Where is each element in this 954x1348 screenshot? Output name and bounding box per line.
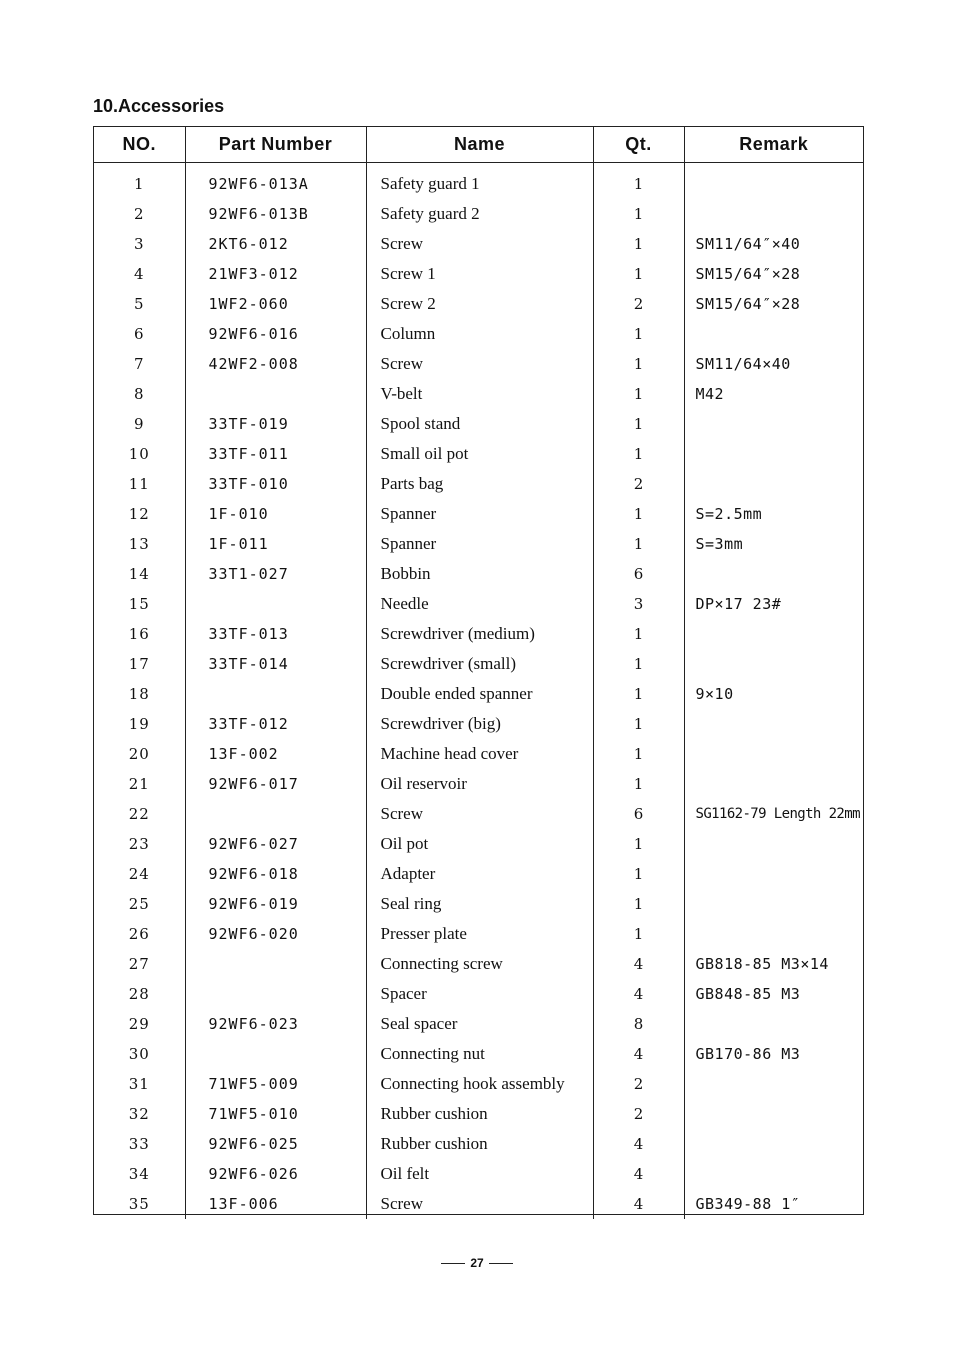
cell-part-number: 92WF6-023 bbox=[185, 1009, 366, 1039]
cell-qty: 2 bbox=[593, 1069, 684, 1099]
cell-qty: 1 bbox=[593, 829, 684, 859]
cell-part-number: 33TF-012 bbox=[185, 709, 366, 739]
cell-qty: 6 bbox=[593, 799, 684, 829]
table-row bbox=[94, 859, 863, 889]
cell-part-number: 92WF6-026 bbox=[185, 1159, 366, 1189]
table-row bbox=[94, 469, 863, 499]
cell-part-number bbox=[185, 1039, 366, 1069]
table-row bbox=[94, 229, 863, 259]
cell-no: 22 bbox=[128, 805, 150, 823]
table-row bbox=[94, 1129, 863, 1159]
cell-no: 25 bbox=[128, 895, 150, 913]
cell-remark: S=3mm bbox=[684, 529, 863, 559]
cell-name: Screw bbox=[366, 229, 593, 259]
table-row bbox=[94, 619, 863, 649]
cell-no: 5 bbox=[133, 295, 145, 313]
cell-no: 24 bbox=[128, 865, 150, 883]
cell-name: V-belt bbox=[366, 379, 593, 409]
cell-name: Column bbox=[366, 319, 593, 349]
table-body bbox=[94, 163, 863, 1220]
cell-no: 33 bbox=[128, 1135, 150, 1153]
cell-qty: 1 bbox=[593, 499, 684, 529]
cell-remark: M42 bbox=[684, 379, 863, 409]
cell-qty: 1 bbox=[593, 919, 684, 949]
cell-no: 9 bbox=[133, 415, 145, 433]
cell-name: Connecting screw bbox=[366, 949, 593, 979]
cell-part-number: 1F-011 bbox=[185, 529, 366, 559]
cell-qty: 1 bbox=[593, 649, 684, 679]
table-row bbox=[94, 259, 863, 289]
cell-name: Safety guard 2 bbox=[366, 199, 593, 229]
cell-name: Bobbin bbox=[366, 559, 593, 589]
section-title: 10.Accessories bbox=[93, 96, 225, 116]
table-row bbox=[94, 1159, 863, 1189]
cell-qty: 1 bbox=[593, 169, 684, 199]
cell-name: Parts bag bbox=[366, 469, 593, 499]
cell-remark bbox=[684, 1069, 863, 1099]
cell-remark bbox=[684, 1009, 863, 1039]
cell-no: 34 bbox=[128, 1165, 150, 1183]
cell-no: 20 bbox=[128, 745, 150, 763]
cell-no: 12 bbox=[128, 505, 150, 523]
cell-part-number: 1F-010 bbox=[185, 499, 366, 529]
cell-qty: 4 bbox=[593, 949, 684, 979]
cell-name: Oil reservoir bbox=[366, 769, 593, 799]
cell-no: 14 bbox=[128, 565, 150, 583]
cell-no: 21 bbox=[128, 775, 150, 793]
cell-part-number bbox=[185, 379, 366, 409]
cell-name: Screwdriver (medium) bbox=[366, 619, 593, 649]
cell-name: Screw bbox=[366, 1189, 593, 1219]
cell-name: Screw 1 bbox=[366, 259, 593, 289]
cell-name: Oil pot bbox=[366, 829, 593, 859]
cell-no: 29 bbox=[128, 1015, 150, 1033]
cell-no: 15 bbox=[128, 595, 150, 613]
table-row bbox=[94, 349, 863, 379]
cell-part-number bbox=[185, 799, 366, 829]
cell-name: Spanner bbox=[366, 529, 593, 559]
cell-no: 8 bbox=[133, 385, 145, 403]
cell-part-number: 92WF6-027 bbox=[185, 829, 366, 859]
cell-no: 10 bbox=[128, 445, 150, 463]
cell-no: 18 bbox=[128, 685, 150, 703]
cell-qty: 4 bbox=[593, 1129, 684, 1159]
cell-remark bbox=[684, 739, 863, 769]
cell-qty: 1 bbox=[593, 859, 684, 889]
cell-remark bbox=[684, 859, 863, 889]
cell-qty: 1 bbox=[593, 229, 684, 259]
column-header-qty: Qt. bbox=[593, 127, 684, 163]
cell-part-number: 33TF-013 bbox=[185, 619, 366, 649]
cell-part-number: 33TF-014 bbox=[185, 649, 366, 679]
cell-remark bbox=[684, 439, 863, 469]
cell-remark: GB848-85 M3 bbox=[684, 979, 863, 1009]
cell-remark bbox=[684, 319, 863, 349]
column-header-no: NO. bbox=[94, 127, 185, 163]
footer-rule-right bbox=[489, 1263, 513, 1264]
table-row bbox=[94, 589, 863, 619]
cell-remark: DP×17 23# bbox=[684, 589, 863, 619]
table-row bbox=[94, 829, 863, 859]
cell-name: Rubber cushion bbox=[366, 1099, 593, 1129]
cell-name: Seal spacer bbox=[366, 1009, 593, 1039]
cell-no: 16 bbox=[128, 625, 150, 643]
cell-part-number: 92WF6-016 bbox=[185, 319, 366, 349]
cell-no: 32 bbox=[128, 1105, 150, 1123]
cell-remark bbox=[684, 1099, 863, 1129]
table-row bbox=[94, 529, 863, 559]
cell-no: 2 bbox=[133, 205, 145, 223]
cell-remark: 9×10 bbox=[684, 679, 863, 709]
cell-name: Small oil pot bbox=[366, 439, 593, 469]
table-row bbox=[94, 1009, 863, 1039]
cell-remark bbox=[684, 889, 863, 919]
cell-part-number: 2KT6-012 bbox=[185, 229, 366, 259]
cell-qty: 1 bbox=[593, 739, 684, 769]
cell-qty: 4 bbox=[593, 1159, 684, 1189]
cell-no: 17 bbox=[128, 655, 150, 673]
cell-name: Screw 2 bbox=[366, 289, 593, 319]
cell-part-number: 92WF6-019 bbox=[185, 889, 366, 919]
cell-name: Connecting nut bbox=[366, 1039, 593, 1069]
cell-qty: 1 bbox=[593, 439, 684, 469]
cell-name: Spacer bbox=[366, 979, 593, 1009]
cell-qty: 8 bbox=[593, 1009, 684, 1039]
table-row bbox=[94, 799, 863, 829]
column-header-part-number: Part Number bbox=[185, 127, 366, 163]
cell-part-number: 92WF6-020 bbox=[185, 919, 366, 949]
cell-part-number: 92WF6-013A bbox=[185, 169, 366, 199]
table-row bbox=[94, 679, 863, 709]
table-row bbox=[94, 1039, 863, 1069]
cell-remark: SG1162-79 Length 22mm bbox=[684, 799, 863, 829]
table-row bbox=[94, 409, 863, 439]
table-row bbox=[94, 169, 863, 199]
table-row bbox=[94, 709, 863, 739]
cell-qty: 4 bbox=[593, 1039, 684, 1069]
cell-no: 3 bbox=[133, 235, 145, 253]
cell-remark bbox=[684, 1129, 863, 1159]
cell-part-number: 33TF-011 bbox=[185, 439, 366, 469]
cell-remark bbox=[684, 619, 863, 649]
cell-part-number: 1WF2-060 bbox=[185, 289, 366, 319]
cell-name: Screwdriver (big) bbox=[366, 709, 593, 739]
accessories-table bbox=[93, 126, 864, 1215]
cell-no: 13 bbox=[128, 535, 150, 553]
cell-qty: 1 bbox=[593, 619, 684, 649]
table-header-row bbox=[94, 127, 863, 163]
cell-name: Oil felt bbox=[366, 1159, 593, 1189]
cell-part-number: 33TF-019 bbox=[185, 409, 366, 439]
cell-qty: 2 bbox=[593, 289, 684, 319]
cell-remark: SM11/64″×40 bbox=[684, 229, 863, 259]
cell-part-number: 71WF5-010 bbox=[185, 1099, 366, 1129]
cell-remark: S=2.5mm bbox=[684, 499, 863, 529]
cell-no: 1 bbox=[133, 175, 145, 193]
cell-part-number: 42WF2-008 bbox=[185, 349, 366, 379]
cell-part-number: 13F-006 bbox=[185, 1189, 366, 1219]
cell-remark bbox=[684, 649, 863, 679]
table-row bbox=[94, 499, 863, 529]
cell-remark: SM15/64″×28 bbox=[684, 289, 863, 319]
cell-remark: SM11/64×40 bbox=[684, 349, 863, 379]
cell-name: Seal ring bbox=[366, 889, 593, 919]
table-row bbox=[94, 439, 863, 469]
cell-name: Spanner bbox=[366, 499, 593, 529]
cell-remark bbox=[684, 709, 863, 739]
cell-remark bbox=[684, 1159, 863, 1189]
cell-no: 19 bbox=[128, 715, 150, 733]
cell-no: 11 bbox=[128, 475, 150, 493]
cell-remark: GB349-88 1″ bbox=[684, 1189, 863, 1219]
cell-name: Connecting hook assembly bbox=[366, 1069, 593, 1099]
cell-no: 28 bbox=[128, 985, 150, 1003]
column-header-name: Name bbox=[366, 127, 593, 163]
cell-qty: 1 bbox=[593, 319, 684, 349]
cell-remark bbox=[684, 169, 863, 199]
cell-qty: 3 bbox=[593, 589, 684, 619]
cell-no: 7 bbox=[133, 355, 145, 373]
cell-no: 27 bbox=[128, 955, 150, 973]
cell-remark: GB170-86 M3 bbox=[684, 1039, 863, 1069]
cell-qty: 6 bbox=[593, 559, 684, 589]
table-row bbox=[94, 319, 863, 349]
table-row bbox=[94, 379, 863, 409]
table-row bbox=[94, 199, 863, 229]
cell-name: Spool stand bbox=[366, 409, 593, 439]
cell-name: Screw bbox=[366, 799, 593, 829]
cell-no: 4 bbox=[133, 265, 145, 283]
cell-part-number: 33T1-027 bbox=[185, 559, 366, 589]
page-number: 27 bbox=[470, 1256, 484, 1270]
cell-name: Adapter bbox=[366, 859, 593, 889]
table-row bbox=[94, 559, 863, 589]
cell-part-number: 33TF-010 bbox=[185, 469, 366, 499]
cell-name: Machine head cover bbox=[366, 739, 593, 769]
footer-rule-left bbox=[441, 1263, 465, 1264]
cell-name: Safety guard 1 bbox=[366, 169, 593, 199]
cell-remark: GB818-85 M3×14 bbox=[684, 949, 863, 979]
cell-no: 26 bbox=[128, 925, 150, 943]
table-row bbox=[94, 1069, 863, 1099]
cell-remark: SM15/64″×28 bbox=[684, 259, 863, 289]
cell-part-number bbox=[185, 589, 366, 619]
cell-remark bbox=[684, 409, 863, 439]
cell-part-number bbox=[185, 679, 366, 709]
table-row bbox=[94, 949, 863, 979]
cell-qty: 1 bbox=[593, 259, 684, 289]
cell-part-number bbox=[185, 979, 366, 1009]
cell-qty: 4 bbox=[593, 979, 684, 1009]
cell-no: 6 bbox=[133, 325, 145, 343]
cell-qty: 1 bbox=[593, 349, 684, 379]
cell-remark bbox=[684, 919, 863, 949]
cell-name: Needle bbox=[366, 589, 593, 619]
cell-remark bbox=[684, 829, 863, 859]
cell-part-number: 92WF6-013B bbox=[185, 199, 366, 229]
cell-no: 35 bbox=[128, 1195, 150, 1213]
table-row bbox=[94, 979, 863, 1009]
cell-name: Double ended spanner bbox=[366, 679, 593, 709]
cell-remark bbox=[684, 559, 863, 589]
cell-remark bbox=[684, 469, 863, 499]
table-row bbox=[94, 1099, 863, 1129]
cell-name: Screw bbox=[366, 349, 593, 379]
cell-part-number: 92WF6-017 bbox=[185, 769, 366, 799]
cell-qty: 1 bbox=[593, 409, 684, 439]
cell-part-number: 21WF3-012 bbox=[185, 259, 366, 289]
cell-qty: 1 bbox=[593, 529, 684, 559]
cell-qty: 1 bbox=[593, 679, 684, 709]
cell-remark bbox=[684, 199, 863, 229]
cell-qty: 1 bbox=[593, 889, 684, 919]
cell-no: 23 bbox=[128, 835, 150, 853]
cell-name: Rubber cushion bbox=[366, 1129, 593, 1159]
cell-name: Presser plate bbox=[366, 919, 593, 949]
table-row bbox=[94, 739, 863, 769]
cell-part-number: 13F-002 bbox=[185, 739, 366, 769]
table-row bbox=[94, 919, 863, 949]
cell-qty: 1 bbox=[593, 709, 684, 739]
cell-part-number bbox=[185, 949, 366, 979]
cell-part-number: 71WF5-009 bbox=[185, 1069, 366, 1099]
cell-name: Screwdriver (small) bbox=[366, 649, 593, 679]
page-footer bbox=[0, 1256, 954, 1270]
cell-qty: 2 bbox=[593, 1099, 684, 1129]
cell-qty: 4 bbox=[593, 1189, 684, 1219]
table-row bbox=[94, 769, 863, 799]
table-row bbox=[94, 1189, 863, 1219]
table-row bbox=[94, 289, 863, 319]
cell-qty: 1 bbox=[593, 379, 684, 409]
cell-qty: 1 bbox=[593, 199, 684, 229]
cell-no: 30 bbox=[128, 1045, 150, 1063]
cell-remark bbox=[684, 769, 863, 799]
cell-qty: 1 bbox=[593, 769, 684, 799]
cell-part-number: 92WF6-018 bbox=[185, 859, 366, 889]
cell-part-number: 92WF6-025 bbox=[185, 1129, 366, 1159]
table-row bbox=[94, 889, 863, 919]
table-row bbox=[94, 649, 863, 679]
cell-no: 31 bbox=[128, 1075, 150, 1093]
column-header-remark: Remark bbox=[684, 127, 863, 163]
cell-qty: 2 bbox=[593, 469, 684, 499]
